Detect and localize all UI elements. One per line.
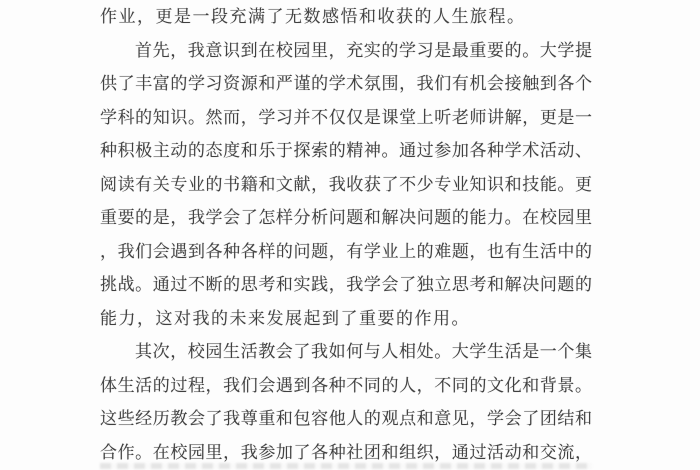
essay-line: 这些经历教会了我尊重和包容他人的观点和意见，学会了团结和 [100,409,592,428]
essay-line: 体生活的过程，我们会遇到各种不同的人，不同的文化和背景。 [100,375,592,395]
clipped-next-line [100,463,592,469]
essay-line: 学科的知识。然而，学习并不仅仅是课堂上听老师讲解，更是一 [100,107,592,127]
essay-line: 合作。在校园里，我参加了各种社团和组织，通过活动和交流， [100,442,592,462]
essay-line: 能力，这对我的未来发展起到了重要的作用。 [100,308,470,328]
essay-line: ，我们会遇到各种各样的问题，有学业上的难题，也有生活中的 [100,241,592,261]
essay-line: 挑战。通过不断的思考和实践，我学会了独立思考和解决问题的 [100,275,592,294]
essay-line: 重要的是，我学会了怎样分析问题和解决问题的能力。在校园里 [100,208,592,227]
essay-line: 供了丰富的学习资源和严谨的学术氛围，我们有机会接触到各个 [100,74,592,93]
essay-line: 作业，更是一段充满了无数感悟和收获的人生旅程。 [100,7,526,26]
essay-line: 种积极主动的态度和乐于探索的精神。通过参加各种学术活动、 [100,141,592,160]
essay-body [100,0,592,469]
essay-line: 阅读有关专业的书籍和文献，我收获了不少专业知识和技能。更 [100,174,592,194]
essay-line: 其次，校园生活教会了我如何与人相处。大学生活是一个集 [135,342,592,361]
essay-line: 首先，我意识到在校园里，充实的学习是最重要的。大学提 [135,40,592,60]
